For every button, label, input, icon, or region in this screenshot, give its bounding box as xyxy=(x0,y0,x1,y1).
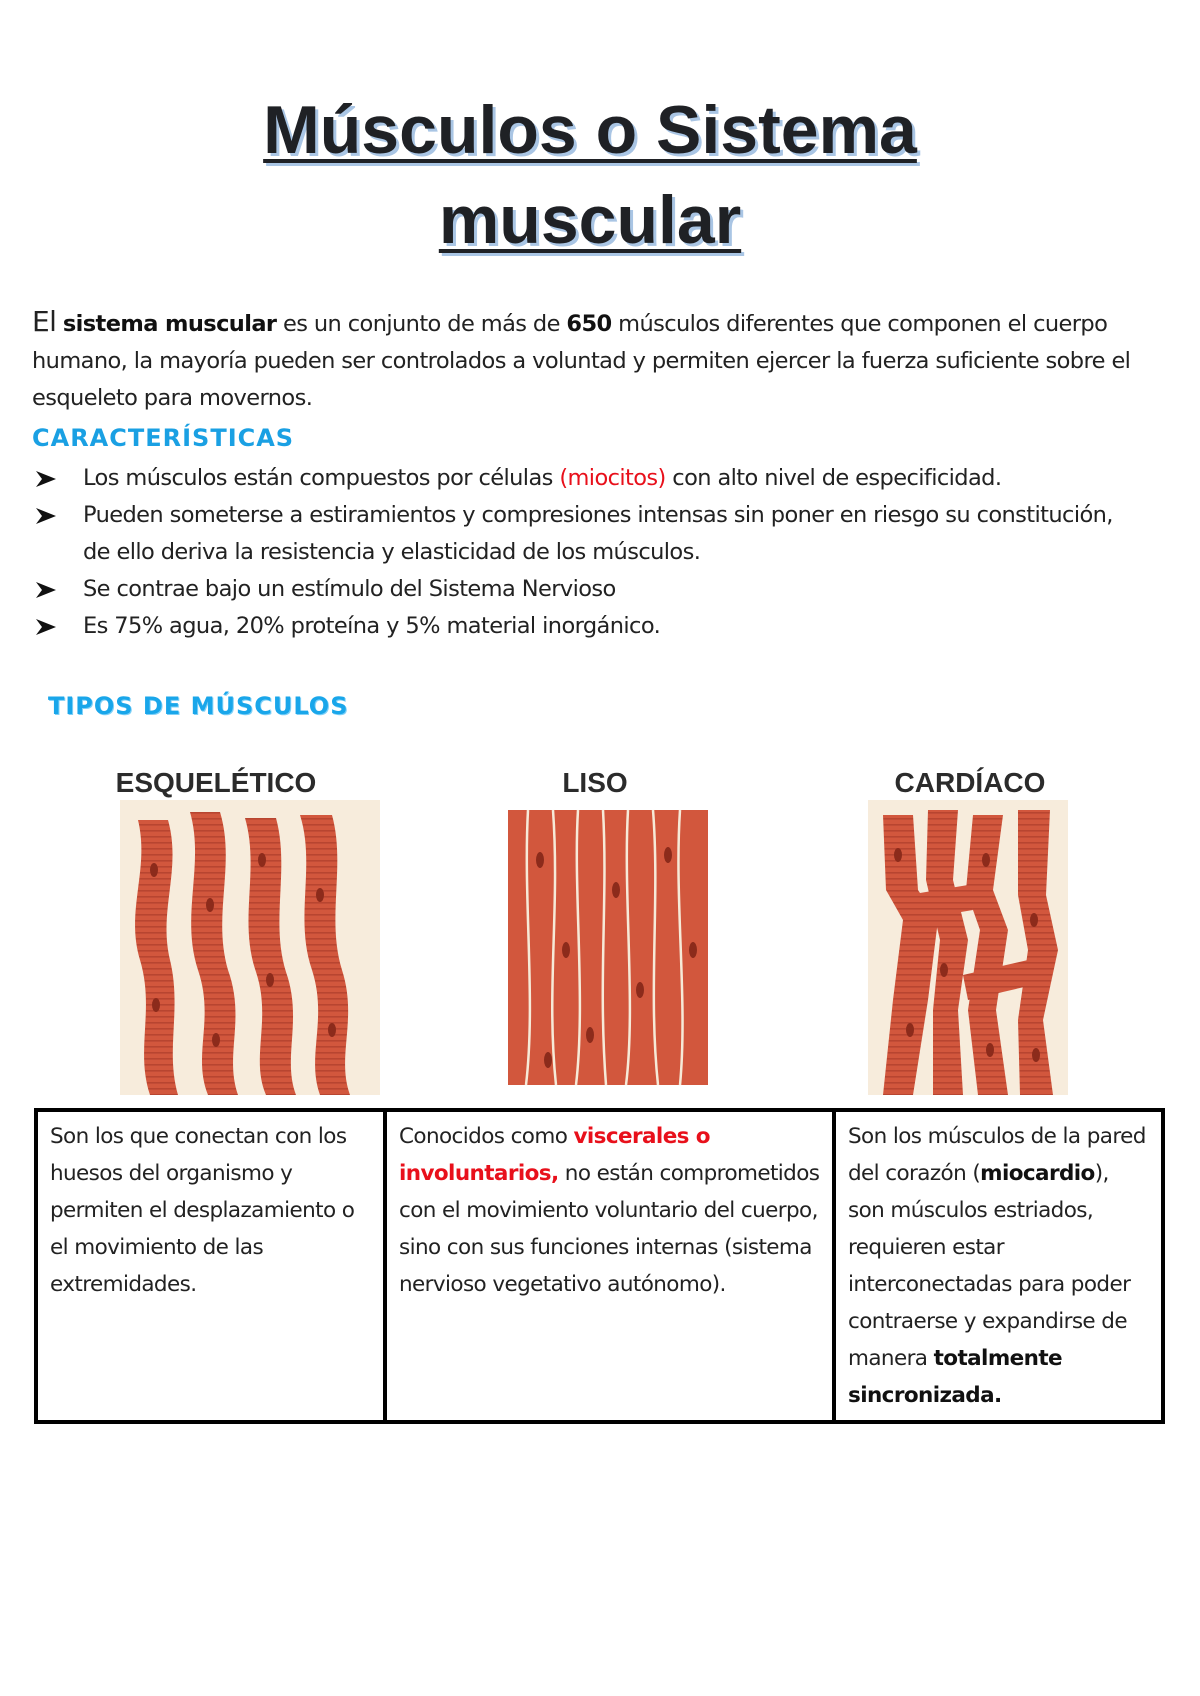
title-line-1: Músculos o Sistema xyxy=(263,92,917,168)
types-heading: TIPOS DE MÚSCULOS xyxy=(48,692,349,720)
smooth-description-cell xyxy=(385,1110,834,1422)
muscle-types-table xyxy=(34,1108,1165,1424)
label-cardiac: CARDÍACO xyxy=(894,767,1046,798)
bullet-text-after: con alto nivel de especificidad. xyxy=(665,465,1002,491)
arrow-bullet-icon xyxy=(36,471,56,487)
intro-first-word: El xyxy=(32,305,57,338)
arrow-bullet-icon xyxy=(36,582,56,598)
smooth-text-after: no están comprometidos con el movimiento voluntario del cuerpo, sino con sus funciones internas (sistema nervioso vegetativo autónomo). xyxy=(399,1161,820,1297)
miocitos-highlight: (miocitos) xyxy=(559,465,666,491)
arrow-bullet-icon xyxy=(36,619,56,635)
smooth-muscle-illustration xyxy=(508,800,723,1095)
intro-text-2: músculos diferentes que componen el cuerpo humano, la mayoría pueden ser controlados a voluntad y permiten ejercer la fuerza suficiente sobre el esqueleto para movernos. xyxy=(32,311,1131,411)
table-row xyxy=(36,1110,1163,1422)
characteristics-list xyxy=(36,460,1136,645)
bullet-text: Pueden someterse a estiramientos y compresiones intensas sin poner en riesgo su constitución, de ello deriva la resistencia y elasticidad de los músculos. xyxy=(83,502,1113,565)
intro-text-1: es un conjunto de más de xyxy=(276,311,567,337)
characteristics-heading: CARACTERÍSTICAS xyxy=(32,424,295,452)
skeletal-description: Son los que conectan con los huesos del organismo y permiten el desplazamiento o el movimiento de las extremidades. xyxy=(50,1124,355,1297)
label-smooth: LISO xyxy=(562,767,628,798)
cardiac-muscle-illustration xyxy=(868,800,1068,1095)
intro-bold-term: sistema muscular xyxy=(62,311,277,337)
arrow-bullet-icon xyxy=(36,508,56,524)
sincronizada-bold: totalmente sincronizada. xyxy=(848,1346,1062,1408)
bullet-text-before: Los músculos están compuestos por células xyxy=(83,465,560,491)
skeletal-description-cell xyxy=(36,1110,385,1422)
list-item xyxy=(36,497,1136,571)
bullet-text: Es 75% agua, 20% proteína y 5% material inorgánico. xyxy=(83,613,661,639)
skeletal-muscle-illustration xyxy=(120,800,380,1095)
list-item xyxy=(36,571,1136,608)
label-skeletal: ESQUELÉTICO xyxy=(115,767,317,798)
miocardio-bold: miocardio xyxy=(980,1161,1095,1186)
intro-bold-number: 650 xyxy=(566,311,612,337)
title-line-2: muscular xyxy=(438,182,742,258)
bullet-text: Se contrae bajo un estímulo del Sistema Nervioso xyxy=(83,576,616,602)
list-item xyxy=(36,460,1136,497)
intro-paragraph xyxy=(32,303,1132,417)
list-item xyxy=(36,608,1136,645)
cardiac-text-middle: ), son músculos estriados, requieren estar interconectadas para poder contraerse y expandirse de manera xyxy=(848,1161,1131,1371)
smooth-text-before: Conocidos como xyxy=(399,1124,574,1149)
viscerales-highlight: viscerales o involuntarios xyxy=(399,1124,710,1186)
cardiac-text-before: Son los músculos de la pared del corazón ( xyxy=(848,1124,1146,1186)
cardiac-description-cell xyxy=(834,1110,1163,1422)
viscerales-comma: , xyxy=(550,1161,559,1186)
document-title xyxy=(0,85,1180,265)
